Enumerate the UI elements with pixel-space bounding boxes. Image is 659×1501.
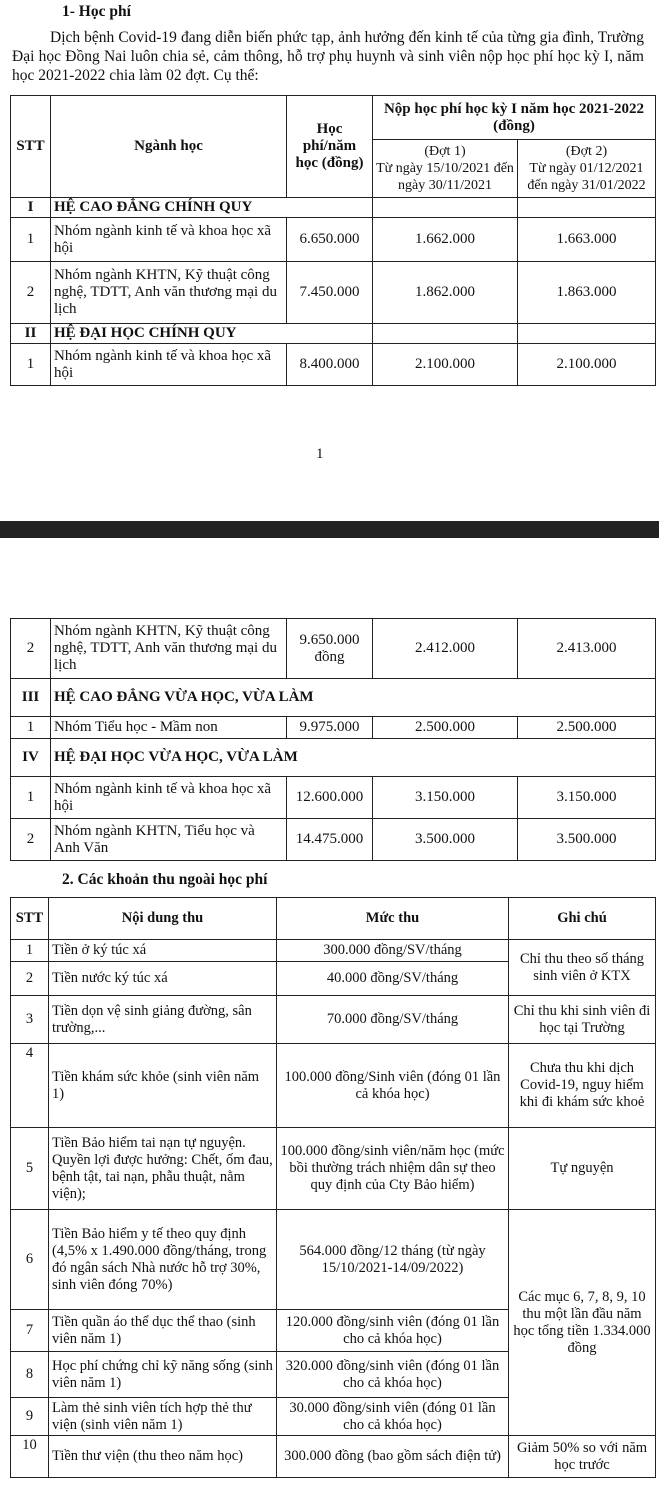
row-round1: 3.500.000 [373,819,518,861]
header-stt: STT [11,96,51,198]
table-row [11,717,656,739]
row-stt: 2 [11,619,51,679]
section-2-title: 2. Các khoản thu ngoài học phí [62,871,268,888]
row-stt: 1 [11,344,51,386]
row-major: Nhóm ngành KHTN, Kỹ thuật công nghệ, TDTT, Anh văn thương mại du lịch [51,262,287,324]
section-row [11,198,656,218]
row-content: Tiền Bảo hiểm y tế theo quy định (4,5% x 1.490.000 đồng/tháng, trong đó ngân sách Nhà nước hỗ trợ 30%, sinh viên đóng 70%) [49,1210,277,1310]
row-stt: 1 [11,717,51,739]
row-stt: II [11,324,51,344]
row-content: Học phí chứng chỉ kỹ năng sống (sinh viên năm 1) [49,1352,277,1398]
row-stt: 1 [11,940,49,962]
row-note: Tự nguyện [509,1128,656,1210]
row-major: Nhóm ngành KHTN, Kỹ thuật công nghệ, TDTT, Anh văn thương mại du lịch [51,619,287,679]
row-stt: 2 [11,262,51,324]
note-rows-6-10: Các mục 6, 7, 8, 9, 10 thu một lần đầu năm học tổng tiền 1.334.000 đồng [509,1210,656,1436]
row-rate: 564.000 đồng/12 tháng (từ ngày 15/10/2021-14/09/2022) [277,1210,509,1310]
section-name: HỆ CAO ĐẲNG VỪA HỌC, VỪA LÀM [51,679,656,717]
row-content: Tiền thư viện (thu theo năm học) [49,1436,277,1478]
row-stt: 10 [11,1436,49,1478]
row-rate: 300.000 đồng (bao gồm sách điện tử) [277,1436,509,1478]
header-group: Nộp học phí học kỳ I năm học 2021-2022 (đồng) [373,96,656,140]
row-major: Nhóm Tiểu học - Mầm non [51,717,287,739]
round2-dates: Từ ngày 01/12/2021 đến ngày 31/01/2022 [527,161,646,193]
row-stt: 8 [11,1352,49,1398]
row-round1: 2.100.000 [373,344,518,386]
row-rate: 300.000 đồng/SV/tháng [277,940,509,962]
row-round2: 1.863.000 [518,262,656,324]
row-rate: 100.000 đồng/Sinh viên (đóng 01 lần cả khóa học) [277,1044,509,1128]
table-row [11,619,656,679]
row-fee: 7.450.000 [287,262,373,324]
round1-title: (Đợt 1) [424,144,466,159]
row-round1: 2.500.000 [373,717,518,739]
row-fee: 14.475.000 [287,819,373,861]
row-rate: 320.000 đồng/sinh viên (đóng 01 lần cho cả khóa học) [277,1352,509,1398]
round2-title: (Đợt 2) [565,144,608,159]
row-round2: 3.500.000 [518,819,656,861]
tuition-table-page1 [10,95,656,386]
row-stt: 5 [11,1128,49,1210]
row-content: Tiền khám sức khỏe (sinh viên năm 1) [49,1044,277,1128]
row-round2: 2.100.000 [518,344,656,386]
header-round2 [518,140,656,198]
row-fee: 9.975.000 [287,717,373,739]
header-rate: Mức thu [277,898,509,940]
table-row [11,1210,656,1310]
table-row [11,344,656,386]
section-row [11,739,656,777]
other-fees-table [10,897,656,1478]
table-row [11,996,656,1044]
row-stt: 3 [11,996,49,1044]
row-major: Nhóm ngành kinh tế và khoa học xã hội [51,344,287,386]
row-stt: III [11,679,51,717]
row-stt: 1 [11,777,51,819]
header-note: Ghi chú [509,898,656,940]
table-row [11,1436,656,1478]
row-major: Nhóm ngành kinh tế và khoa học xã hội [51,218,287,262]
row-rate: 100.000 đồng/sinh viên/năm học (mức bồi thường trách nhiệm dân sự theo quy định của Cty Bảo hiểm) [277,1128,509,1210]
table-row [11,218,656,262]
row-major: Nhóm ngành kinh tế và khoa học xã hội [51,777,287,819]
table-row [11,940,656,962]
row-major: Nhóm ngành KHTN, Tiểu học và Anh Văn [51,819,287,861]
row-note: Chỉ thu khi sinh viên đi học tại Trường [509,996,656,1044]
round1-dates: Từ ngày 15/10/2021 đến ngày 30/11/2021 [376,161,514,193]
section-name: HỆ CAO ĐẲNG CHÍNH QUY [51,198,287,218]
row-rate: 40.000 đồng/SV/tháng [277,962,509,996]
table-row [11,1128,656,1210]
page-number: 1 [316,446,324,462]
row-stt: 2 [11,962,49,996]
tuition-table-page2 [10,618,656,861]
section-row [11,679,656,717]
section-1-title: 1- Học phí [62,3,131,20]
row-stt: 2 [11,819,51,861]
table-row [11,1044,656,1128]
header-content: Nội dung thu [49,898,277,940]
row-stt: 4 [11,1044,49,1128]
row-round1: 3.150.000 [373,777,518,819]
row-content: Tiền dọn vệ sinh giảng đường, sân trường,... [49,996,277,1044]
row-round1: 1.662.000 [373,218,518,262]
table-row [11,819,656,861]
page-break-divider [0,521,659,538]
row-stt: 7 [11,1310,49,1352]
row-rate: 120.000 đồng/sinh viên (đóng 01 lần cho cả khóa học) [277,1310,509,1352]
note-rows-1-2: Chỉ thu theo số tháng sinh viên ở KTX [509,940,656,996]
row-round2: 2.413.000 [518,619,656,679]
row-fee: 9.650.000 đồng [287,619,373,679]
row-stt: IV [11,739,51,777]
row-rate: 70.000 đồng/SV/tháng [277,996,509,1044]
row-stt: 9 [11,1398,49,1436]
row-fee: 8.400.000 [287,344,373,386]
row-content: Tiền ở ký túc xá [49,940,277,962]
row-note: Chưa thu khi dịch Covid-19, nguy hiểm khi đi khám sức khoẻ [509,1044,656,1128]
row-rate: 30.000 đồng/sinh viên (đóng 01 lần cho cả khóa học) [277,1398,509,1436]
row-fee: 12.600.000 [287,777,373,819]
row-stt: I [11,198,51,218]
row-content: Tiền nước ký túc xá [49,962,277,996]
header-major: Ngành học [51,96,287,198]
header-stt: STT [11,898,49,940]
row-round2: 3.150.000 [518,777,656,819]
row-stt: 6 [11,1210,49,1310]
row-round2: 1.663.000 [518,218,656,262]
section-name: HỆ ĐẠI HỌC VỪA HỌC, VỪA LÀM [51,739,656,777]
row-content: Làm thẻ sinh viên tích hợp thẻ thư viện (sinh viên năm 1) [49,1398,277,1436]
table-row [11,262,656,324]
row-content: Tiền quần áo thể dục thể thao (sinh viên năm 1) [49,1310,277,1352]
row-round1: 1.862.000 [373,262,518,324]
row-round2: 2.500.000 [518,717,656,739]
section-name: HỆ ĐẠI HỌC CHÍNH QUY [51,324,287,344]
row-stt: 1 [11,218,51,262]
row-fee: 6.650.000 [287,218,373,262]
section-row [11,324,656,344]
header-fee-text: Học phí/năm học (đồng) [295,121,364,171]
row-note: Giảm 50% so với năm học trước [509,1436,656,1478]
section-1-paragraph: Dịch bệnh Covid-19 đang diễn biến phức tạp, ảnh hưởng đến kinh tế của từng gia đình, Trường Đại học Đồng Nai luôn chia sẻ, cảm thông, hỗ trợ phụ huynh và sinh viên nộp học phí học kỳ I, năm học 2021-2022 chia làm 02 đợt. Cụ thể: [12,29,644,84]
row-round1: 2.412.000 [373,619,518,679]
header-round1 [373,140,518,198]
table-row [11,777,656,819]
row-content: Tiền Bảo hiểm tai nạn tự nguyện. Quyền lợi được hưởng: Chết, ốm đau, bệnh tật, tai nạn, phẫu thuật, nằm viện); [49,1128,277,1210]
header-fee [287,96,373,198]
